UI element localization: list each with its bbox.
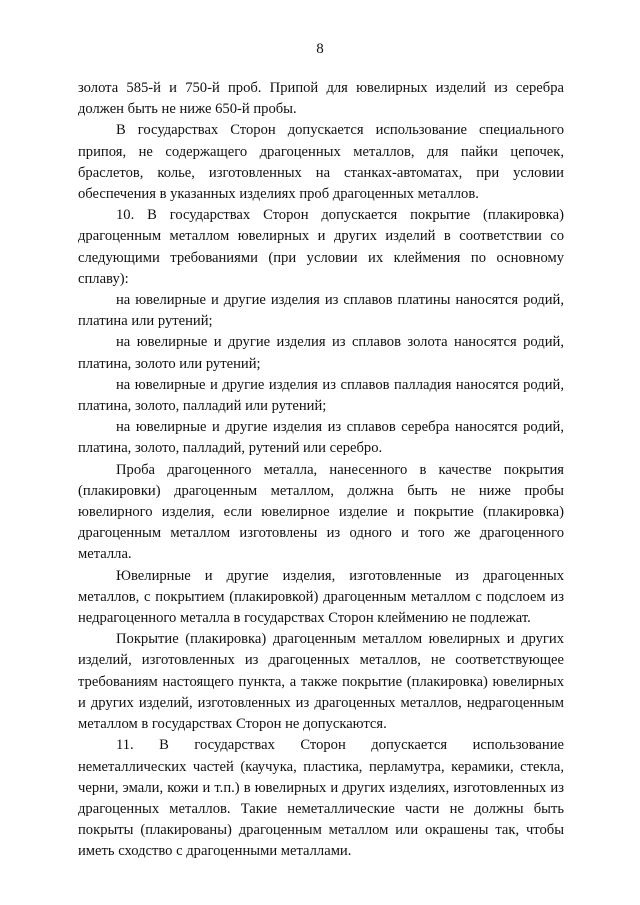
paragraph-sublayer-items: Ювелирные и другие изделия, изготовленные из драгоценных металлов, с покрытием (плакировкой) драгоценным металлом с подслоем из недрагоценного металла в государствах Сторон клеймению не подлежат.	[78, 567, 564, 627]
paragraph-clause-10: 10. В государствах Сторон допускается покрытие (плакировка) драгоценным металлом ювелирных и других изделий в соответствии со следующими требованиями (при условии их клеймения по основному сплаву):	[78, 207, 564, 287]
paragraph-coating-fineness: Проба драгоценного металла, нанесенного в качестве покрытия (плакировки) драгоценным металлом, должна быть не ниже пробы ювелирного изделия, если ювелирное изделие и покрытие (плакировка) драгоценным металлом изготовлены из одного и того же драгоценного металла.	[78, 461, 564, 563]
paragraph-continuation: золота 585-й и 750-й проб. Припой для ювелирных изделий из серебра должен быть не ниже 650-й пробы.	[78, 80, 564, 118]
paragraph-platinum-alloys: на ювелирные и другие изделия из сплавов платины наносятся родий, платина или рутений;	[78, 292, 564, 330]
document-body	[78, 78, 564, 863]
paragraph-clause-11: 11. В государствах Сторон допускается использование неметаллических частей (каучука, пластика, перламутра, керамики, стекла, черни, эмали, кожи и т.п.) в ювелирных и других изделиях, изготовленных из драгоценных металлов. Такие неметаллические части не должны быть покрыты (плакированы) драгоценным металлом или окрашены так, чтобы иметь сходство с драгоценными металлами.	[78, 737, 564, 860]
paragraph-silver-alloys: на ювелирные и другие изделия из сплавов серебра наносятся родий, платина, золото, палладий, рутений или серебро.	[78, 419, 564, 457]
paragraph-gold-alloys: на ювелирные и другие изделия из сплавов золота наносятся родий, платина, золото или рутений;	[78, 334, 564, 372]
paragraph-special-solder: В государствах Сторон допускается использование специального припоя, не содержащего драгоценных металлов, для пайки цепочек, браслетов, колье, изготовленных на станках-автоматах, при условии обеспечения в указанных изделиях проб драгоценных металлов.	[78, 122, 564, 203]
page-number: 8	[316, 41, 324, 57]
paragraph-palladium-alloys: на ювелирные и другие изделия из сплавов палладия наносятся родий, платина, золото, палладий или рутений;	[78, 376, 564, 415]
paragraph-non-compliant-coating: Покрытие (плакировка) драгоценным металлом ювелирных и других изделий, изготовленных из драгоценных металлов, не соответствующее требованиям настоящего пункта, а также покрытие (плакировка) ювелирных и других изделий, изготовленных из драгоценных металлов, недрагоценным металлом в государствах Сторон не допускаются.	[78, 631, 564, 733]
